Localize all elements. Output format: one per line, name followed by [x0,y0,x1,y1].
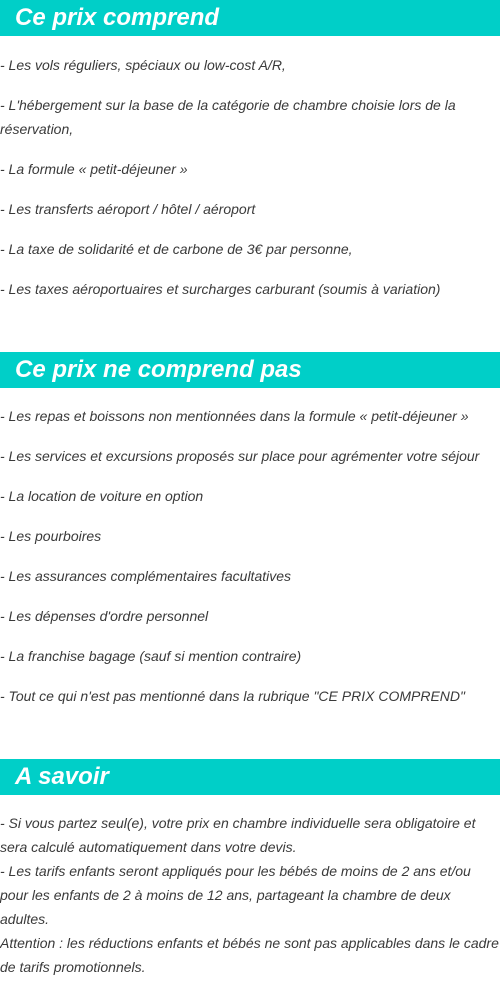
section-title: Ce prix comprend [15,4,220,31]
excludes-list [0,404,500,724]
list-item: - La franchise bagage (sauf si mention contraire) [0,648,302,664]
list-item: - Les services et excursions proposés sur place pour agrémenter votre séjour [0,448,480,464]
info-paragraph: - Si vous partez seul(e), votre prix en chambre individuelle sera obligatoire et sera calculé automatiquement dans votre devis. [0,815,476,855]
list-item: - Les taxes aéroportuaires et surcharges carburant (soumis à variation) [0,281,441,297]
list-item: - Tout ce qui n'est pas mentionné dans la rubrique "CE PRIX COMPREND" [0,688,465,704]
section-header-good-to-know [0,759,500,795]
info-paragraph: - Les tarifs enfants seront appliqués pour les bébés de moins de 2 ans et/ou pour les enfants de 2 à moins de 12 ans, partageant la chambre de deux adultes. [0,863,471,927]
list-item: - Les pourboires [0,528,102,544]
list-item: - Les assurances complémentaires facultatives [0,568,292,584]
list-item: - Les transferts aéroport / hôtel / aéroport [0,201,256,217]
list-item: - La location de voiture en option [0,488,204,504]
list-item: - L'hébergement sur la base de la catégorie de chambre choisie lors de la réservation, [0,97,456,137]
section-header-excludes [0,352,500,388]
list-item: - La formule « petit-déjeuner » [0,161,188,177]
section-title: A savoir [15,763,109,790]
list-item: - La taxe de solidarité et de carbone de 3€ par personne, [0,241,353,257]
info-paragraph: Attention : les réductions enfants et bébés ne sont pas applicables dans le cadre de tarifs promotionnels. [0,935,499,975]
list-item: - Les vols réguliers, spéciaux ou low-cost A/R, [0,57,286,73]
section-header-includes [0,0,500,36]
good-to-know-text [0,811,500,979]
list-item: - Les repas et boissons non mentionnées dans la formule « petit-déjeuner » [0,408,469,424]
section-title: Ce prix ne comprend pas [15,356,302,383]
includes-list [0,53,500,317]
list-item: - Les dépenses d'ordre personnel [0,608,209,624]
